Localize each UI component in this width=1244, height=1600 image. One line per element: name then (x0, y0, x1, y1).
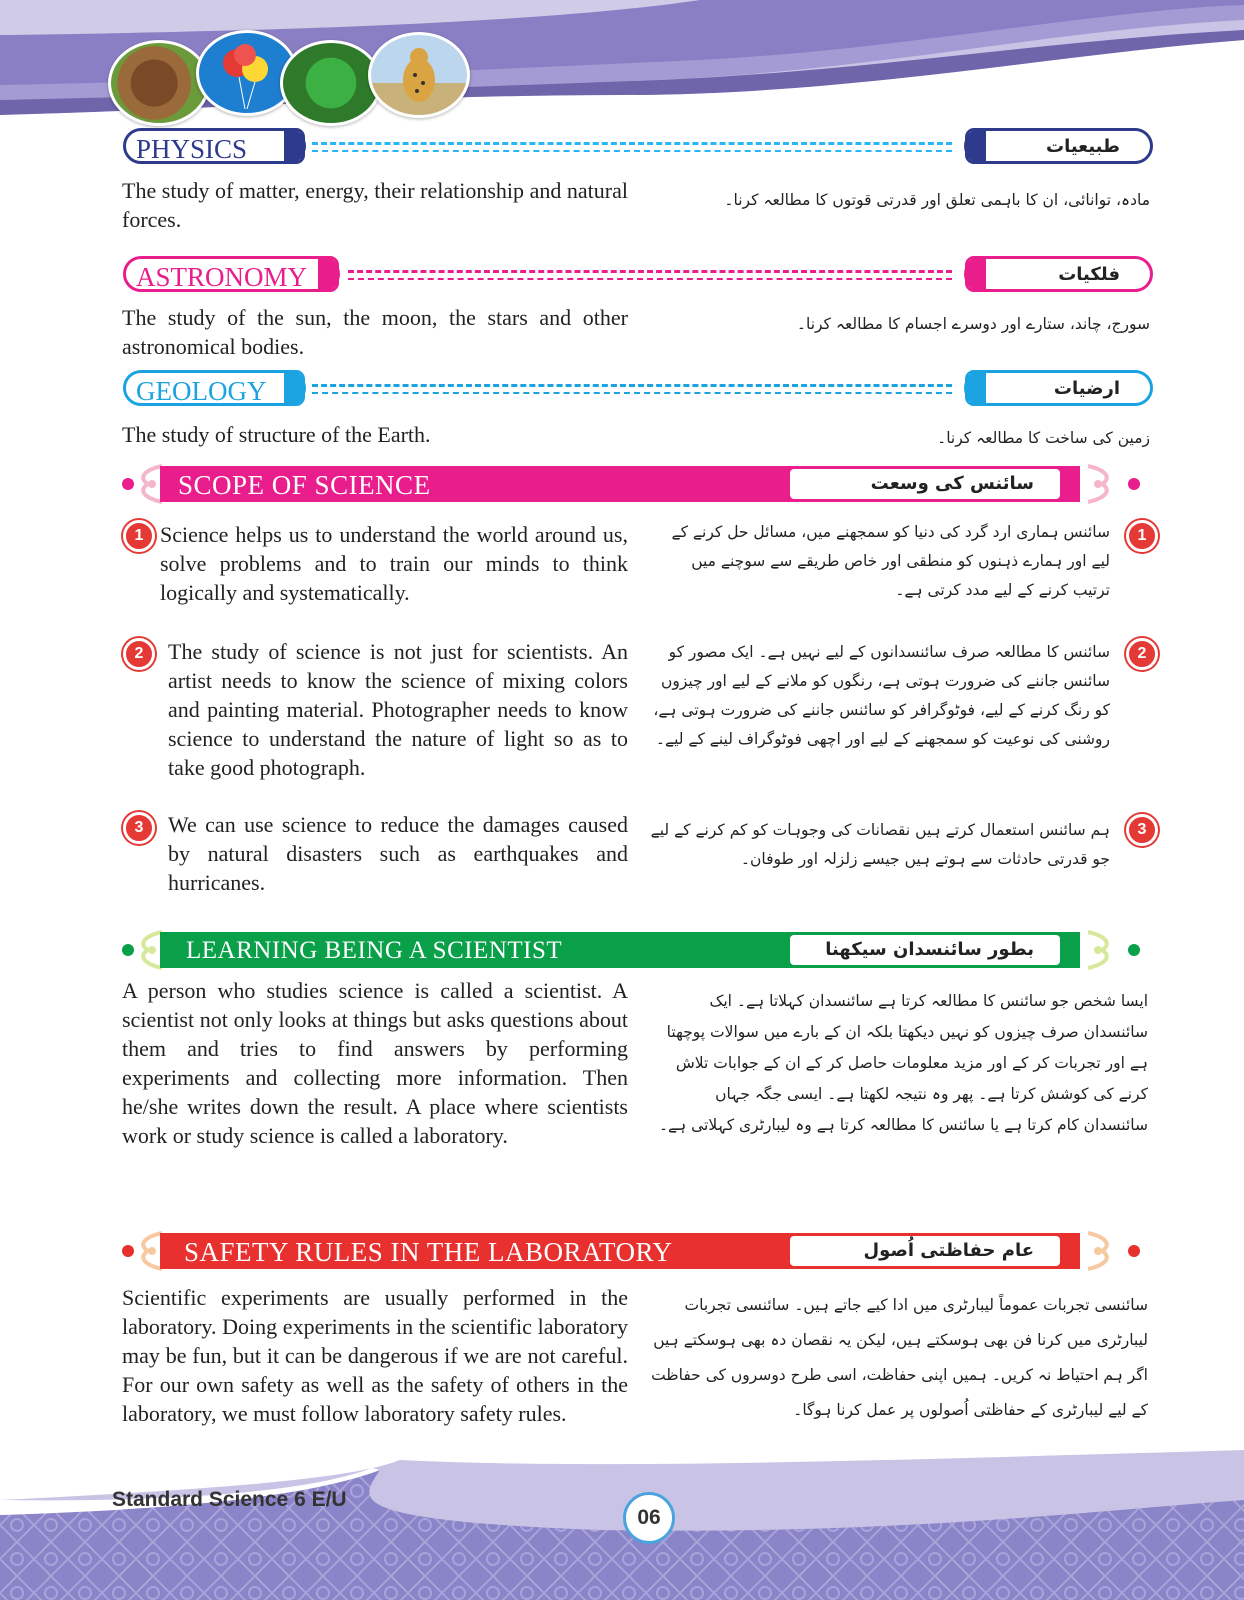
scope-section-header (160, 466, 1080, 502)
geology-definition: The study of structure of the Earth. (122, 422, 431, 447)
astronomy-divider (348, 278, 952, 280)
parrot-icon (280, 40, 382, 126)
point-number-badge: 3 (1126, 814, 1158, 846)
learning-paragraph: A person who studies science is called a scientist. A scientist not only looks at things but asks questions about them and tries to find answers by performing experiments and collecting more information. Then he/she writes down the result. A place where scientists work or study science is called a laboratory. (122, 978, 628, 1148)
point-number-badge: 2 (1126, 638, 1158, 670)
point-number-badge: 2 (123, 638, 155, 670)
astronomy-definition: The study of the sun, the moon, the stars and other astronomical bodies. (122, 305, 628, 359)
bear-icon (108, 40, 210, 126)
section-dot (122, 944, 134, 956)
physics-definition: The study of matter, energy, their relationship and natural forces. (122, 178, 628, 232)
section-dot (1128, 478, 1140, 490)
astronomy-label: ASTRONOMY (123, 256, 339, 292)
physics-divider (312, 142, 952, 145)
physics-urdu-definition: مادہ، توانائی، ان کا باہمی تعلق اور قدرتی قوتوں کا مطالعہ کرنا۔ (724, 191, 1150, 209)
section-dot (1128, 1245, 1140, 1257)
book-title: Standard Science 6 E/U (112, 1488, 347, 1511)
geology-divider (312, 392, 952, 394)
scope-urdu-title: سائنس کی وسعت (790, 469, 1060, 499)
section-dot (1128, 944, 1140, 956)
section-dot (122, 1245, 134, 1257)
cheetah-icon (368, 32, 470, 118)
point-number-badge: 1 (1126, 520, 1158, 552)
ornament-icon (1086, 930, 1116, 970)
astronomy-urdu-definition: سورج، چاند، ستارے اور دوسرے اجسام کا مطالعہ کرنا۔ (796, 315, 1150, 333)
scope-point-3: We can use science to reduce the damages caused by natural disasters such as earthquakes and hurricanes. (168, 812, 628, 895)
ornament-icon (1086, 1231, 1116, 1271)
learning-section-header (160, 932, 1080, 968)
physics-divider (312, 150, 952, 152)
geology-urdu-definition: زمین کی ساخت کا مطالعہ کرنا۔ (937, 429, 1150, 447)
safety-urdu-title: عام حفاظتی اُصول (790, 1236, 1060, 1266)
physics-label: PHYSICS (123, 128, 305, 164)
geology-urdu-label: ارضیات (965, 370, 1153, 406)
astronomy-urdu-label: فلکیات (965, 256, 1153, 292)
footer-banner (0, 1440, 1244, 1600)
learning-urdu-title: بطور سائنسدان سیکھنا (790, 935, 1060, 965)
safety-section-header (160, 1233, 1080, 1269)
scope-point-1: Science helps us to understand the world around us, solve problems and to train our minds to think logically and systematically. (160, 522, 628, 605)
geology-label: GEOLOGY (123, 370, 305, 406)
physics-urdu-label: طبیعیات (965, 128, 1153, 164)
page-number: 06 (623, 1492, 675, 1544)
astronomy-divider (348, 270, 952, 273)
scope-point-2-urdu: سائنس کا مطالعہ صرف سائنسدانوں کے لیے نہیں ہے۔ ایک مصور کو سائنس جاننے کی ضرورت ہوتی ہے، رنگوں کو ملانے کے لیے اور چیزوں کو رنگ کرنے کے لیے، فوٹوگرافر کو سائنس جاننے کی ضرورت ہوتی ہے، روشنی کی نوعیت کو سمجھنے کے لیے اور اچھی فوٹوگراف لینے کے لیے۔ (653, 643, 1110, 748)
learning-title: LEARNING BEING A SCIENTIST (186, 937, 563, 964)
ornament-icon (1086, 464, 1116, 504)
scope-point-3-urdu: ہم سائنس استعمال کرتے ہیں نقصانات کی وجوہات کو کم کرنے کے لیے جو قدرتی حادثات سے ہوتے ہیں جیسے زلزلہ اور طوفان۔ (650, 821, 1110, 868)
scope-title: SCOPE OF SCIENCE (178, 470, 431, 500)
geology-divider (312, 384, 952, 387)
section-dot (122, 478, 134, 490)
point-number-badge: 3 (123, 812, 155, 844)
scope-point-2: The study of science is not just for scientists. An artist needs to know the science of mixing colors and painting material. Photographer needs to know science to understand the nature of light so as to take good photograph. (168, 639, 628, 780)
learning-urdu-paragraph: ایسا شخص جو سائنس کا مطالعہ کرتا ہے سائنسدان کہلاتا ہے۔ ایک سائنسدان صرف چیزوں کو نہیں دیکھتا بلکہ ان کے بارے میں سوالات پوچھتا ہے اور تجربات کر کے اور مزید معلومات حاصل کر کے ان کے جوابات تلاش کرنے کی کوشش کرتا ہے۔ پھر وہ نتیجہ لکھتا ہے۔ ایسی جگہ جہاں سائنسدان کام کرتا ہے یا سائنس کا مطالعہ کرتا ہے وہ لیبارٹری کہلاتی ہے۔ (658, 992, 1148, 1134)
safety-paragraph: Scientific experiments are usually performed in the laboratory. Doing experiments in the scientific laboratory may be fun, but it can be dangerous if we are not careful. For our own safety as well as the safety of others in the laboratory, we must follow laboratory safety rules. (122, 1285, 628, 1426)
safety-urdu-paragraph: سائنسی تجربات عموماً لیبارٹری میں ادا کیے جاتے ہیں۔ سائنسی تجربات لیبارٹری میں کرنا فن بھی ہوسکتے ہیں، لیکن یہ نقصان دہ بھی ہوسکتے ہیں اگر ہم احتیاط نہ کریں۔ ہمیں اپنی حفاظت، اسی طرح دوسروں کی حفاظت کے لیے لیبارٹری کے حفاظتی اُصولوں پر عمل کرنا ہوگا۔ (651, 1296, 1148, 1419)
scope-point-1-urdu: سائنس ہماری ارد گرد کی دنیا کو سمجھنے میں، مسائل حل کرنے کے لیے اور ہمارے ذہنوں کو منطقی اور خاص طریقے سے سوچنے میں ترتیب کرنے کے لیے مدد کرتی ہے۔ (671, 523, 1110, 599)
safety-title: SAFETY RULES IN THE LABORATORY (184, 1237, 673, 1267)
point-number-badge: 1 (123, 520, 155, 552)
